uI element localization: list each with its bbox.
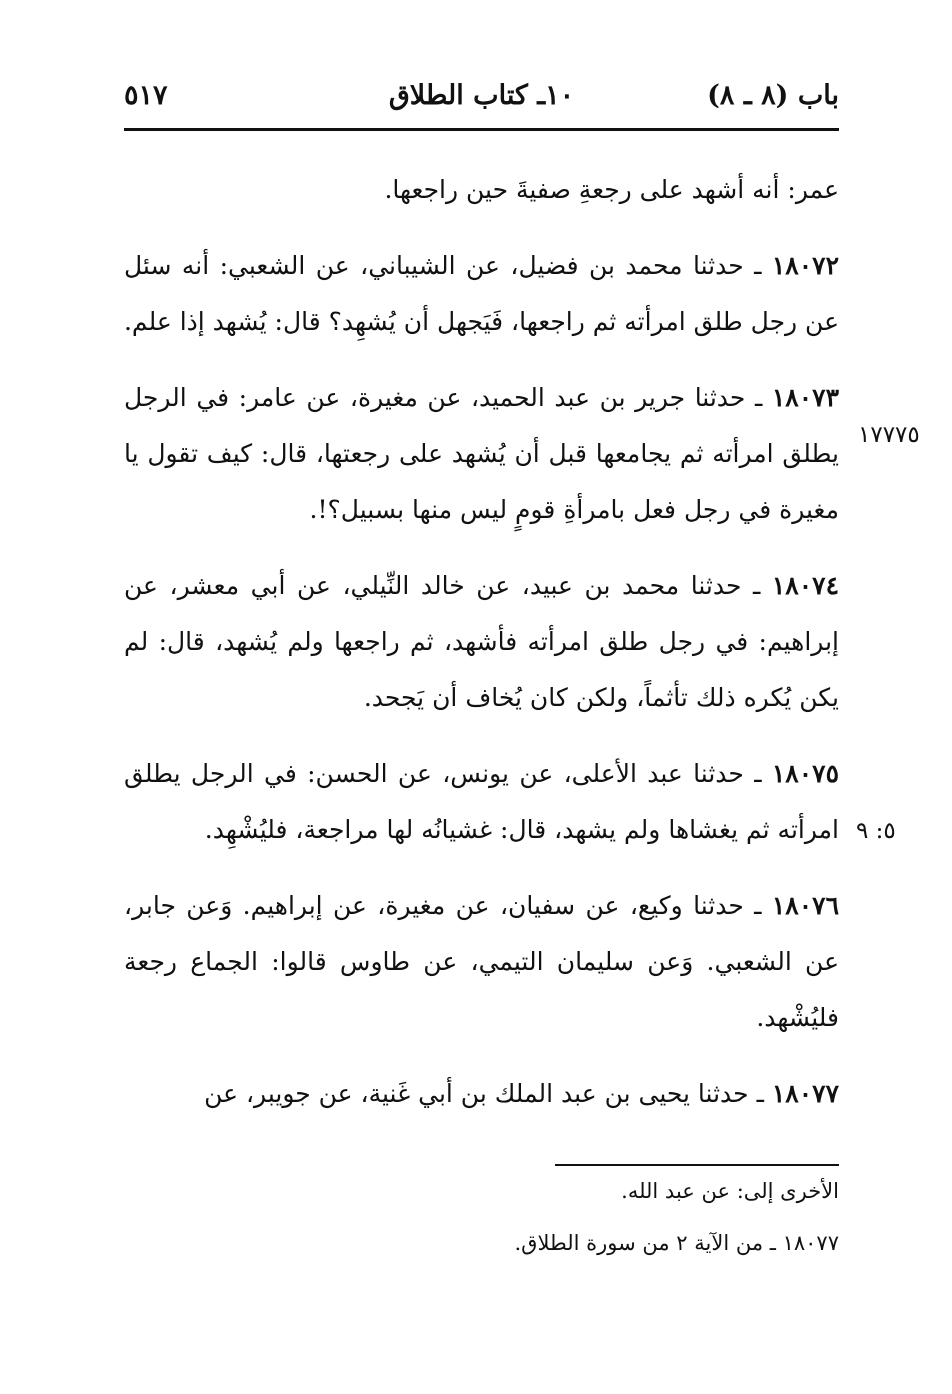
hadith-18072 bbox=[124, 238, 839, 350]
hadith-18073 bbox=[124, 370, 839, 538]
chapter-reference: باب (٨ ـ ٨) bbox=[707, 80, 839, 111]
paragraph-text: ـ حدثنا عبد الأعلى، عن يونس، عن الحسن: في الرجل يطلق امرأته ثم يغشاها ولم يشهد، قال: غشيانُه لها مراجعة، فليُشْهِد. bbox=[124, 759, 839, 844]
page-number: ٥١٧ bbox=[124, 80, 168, 111]
running-header bbox=[124, 80, 839, 120]
hadith-number: ١٨٠٧٥ bbox=[771, 759, 839, 788]
hadith-18076 bbox=[124, 878, 839, 1046]
paragraph-text: ـ حدثنا وكيع، عن سفيان، عن مغيرة، عن إبراهيم. وَعن جابر، عن الشعبي. وَعن سليمان التيمي، عن طاوس قالوا: الجماع رجعة فليُشْهد. bbox=[124, 891, 839, 1032]
footnote-rule bbox=[555, 1164, 839, 1166]
hadith-number: ١٨٠٧٢ bbox=[771, 251, 839, 280]
hadith-18074 bbox=[124, 558, 839, 726]
margin-note-quran: ٥: ٩ bbox=[856, 818, 896, 844]
hadith-18077 bbox=[124, 1066, 839, 1122]
footnote: ١٨٠٧٧ ـ من الآية ٢ من سورة الطلاق. bbox=[514, 1231, 839, 1255]
hadith-number: ١٨٠٧٤ bbox=[771, 571, 839, 600]
main-text bbox=[124, 162, 839, 1122]
paragraph-text: عمر: أنه أشهد على رجعةِ صفيةَ حين راجعها. bbox=[384, 175, 839, 204]
footnote: الأخرى إلى: عن عبد الله. bbox=[621, 1179, 839, 1203]
hadith-18075 bbox=[124, 746, 839, 858]
hadith-number: ١٨٠٧٦ bbox=[771, 891, 839, 920]
paragraph-text: ـ حدثنا يحيى بن عبد الملك بن أبي غَنية، عن جويبر، عن bbox=[204, 1079, 772, 1108]
footnotes bbox=[124, 1176, 839, 1280]
paragraph-text: ـ حدثنا جرير بن عبد الحميد، عن مغيرة، عن عامر: في الرجل يطلق امرأته ثم يجامعها قبل أن يُشهد على رجعتها، قال: كيف تقول يا مغيرة في رجل فعل بامرأةِ قومٍ ليس منها بسبيل؟!. bbox=[124, 383, 839, 524]
paragraph-text: ـ حدثنا محمد بن عبيد، عن خالد النِّيلي، عن أبي معشر، عن إبراهيم: في رجل طلق امرأته فأشهد، ثم راجعها ولم يُشهد، قال: لم يكن يُكره ذلك تأثماً، ولكن كان يُخاف أن يَجحد. bbox=[124, 571, 839, 712]
header-rule bbox=[124, 128, 839, 131]
hadith-number: ١٨٠٧٣ bbox=[771, 383, 839, 412]
paragraph-text: ـ حدثنا محمد بن فضيل، عن الشيباني، عن الشعبي: أنه سئل عن رجل طلق امرأته ثم راجعها، فَيَجهل أن يُشهِد؟ قال: يُشهد إذا علم. bbox=[123, 251, 839, 336]
paragraph-continuation bbox=[124, 162, 839, 218]
margin-note-reference: ١٧٧٧٥ bbox=[858, 422, 920, 448]
book-title: ١٠ـ كتاب الطلاق bbox=[388, 80, 575, 111]
hadith-number: ١٨٠٧٧ bbox=[771, 1079, 839, 1108]
